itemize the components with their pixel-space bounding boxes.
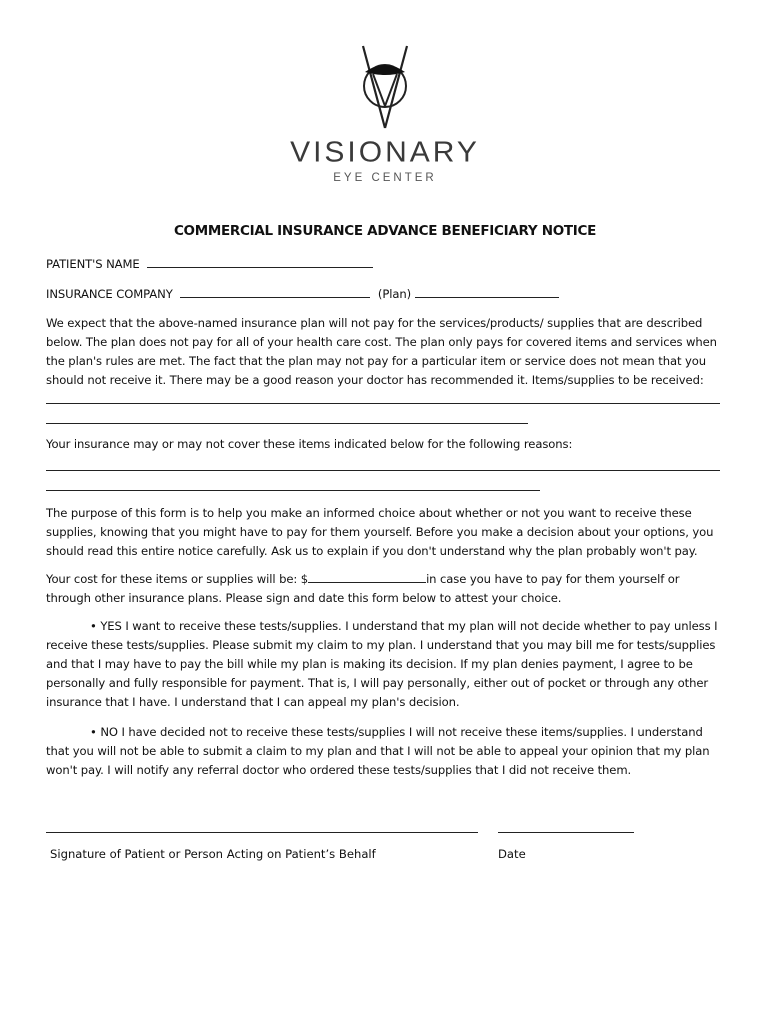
insurance-company-row bbox=[46, 287, 559, 301]
yes-option-paragraph[interactable]: • YES I want to receive these tests/supplies. I understand that my plan will not decide whether to pay unless I receive these tests/supplies. Please submit my claim to my plan. I understand that you may bill me for tests/supplies and that I may have to pay the bill while my plan is making its decision. If my plan denies payment, I agree to be personally and fully responsible for payment. That is, I will pay personally, either out of pocket or through any other insurance that I have. I understand that I can appeal my plan's decision. bbox=[46, 619, 718, 709]
patient-name-row bbox=[46, 257, 373, 271]
reasons-line-2[interactable] bbox=[46, 490, 540, 491]
cost-text-after: in case you have to pay for them yourself or through other insurance plans. Please sign and date this form below to attest your choice. bbox=[46, 572, 680, 605]
patient-name-field[interactable] bbox=[147, 257, 373, 268]
date-label: Date bbox=[498, 847, 526, 861]
purpose-paragraph: The purpose of this form is to help you make an informed choice about whether or not you want to receive these supplies, knowing that you might have to pay for them yourself. Before you make a decision about your options, you should read this entire notice carefully. Ask us to explain if you don't understand why the plan probably won't pay. bbox=[46, 506, 714, 558]
items-line-2[interactable] bbox=[46, 423, 528, 424]
cost-amount-field[interactable] bbox=[308, 572, 426, 583]
insurance-company-label: INSURANCE COMPANY bbox=[46, 287, 173, 301]
date-line[interactable] bbox=[498, 832, 634, 833]
cost-text-before: Your cost for these items or supplies will be: $ bbox=[46, 572, 309, 586]
patient-name-label: PATIENT'S NAME bbox=[46, 257, 140, 271]
visionary-v-eye-logo-icon bbox=[355, 42, 415, 132]
reasons-line-1[interactable] bbox=[46, 470, 720, 471]
page-title: COMMERCIAL INSURANCE ADVANCE BENEFICIARY NOTICE bbox=[173, 223, 597, 239]
brand-subtitle: EYE CENTER bbox=[333, 172, 437, 184]
brand-name: VISIONARY bbox=[290, 136, 480, 169]
expectation-paragraph: We expect that the above-named insurance plan will not pay for the services/products/ supplies that are described below. The plan does not pay for all of your health care cost. The plan only pays for covered items and services when the plan's rules are met. The fact that the plan may not pay for a particular item or service does not mean that you should not receive it. There may be a good reason your doctor has recommended it. Items/supplies to be received: bbox=[46, 316, 717, 387]
signature-label: Signature of Patient or Person Acting on Patient’s Behalf bbox=[50, 847, 376, 861]
reasons-text: Your insurance may or may not cover these items indicated below for the following reasons: bbox=[46, 437, 573, 451]
cost-paragraph bbox=[46, 570, 726, 608]
signature-line[interactable] bbox=[46, 832, 478, 833]
no-option-paragraph[interactable]: • NO I have decided not to receive these tests/supplies I will not receive these items/supplies. I understand that you will not be able to submit a claim to my plan and that I will not be able to appeal your opinion that my plan won't pay. I will notify any referral doctor who ordered these tests/supplies that I did not receive them. bbox=[46, 725, 710, 777]
items-line-1[interactable] bbox=[46, 403, 720, 404]
plan-label: (Plan) bbox=[377, 287, 412, 301]
insurance-company-field[interactable] bbox=[180, 287, 370, 298]
plan-field[interactable] bbox=[415, 287, 559, 298]
logo bbox=[0, 42, 770, 202]
